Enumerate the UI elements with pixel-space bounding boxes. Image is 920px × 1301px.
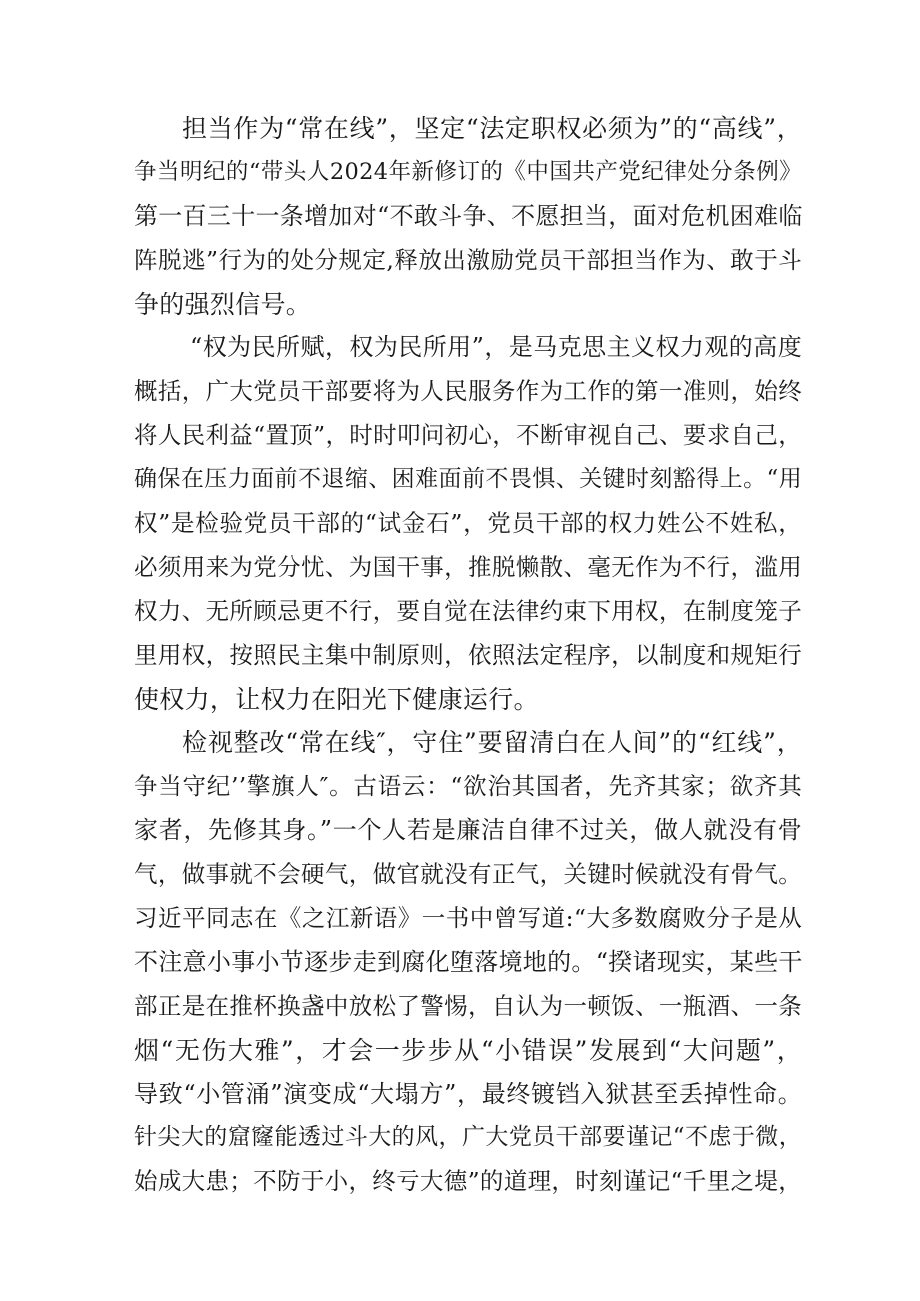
text-line: 里用权，按照民主集中制原则，依照法定程序，以制度和规矩行: [134, 640, 802, 669]
text-line: 针尖大的窟窿能透过斗大的风，广大党员干部要谨记“不虑于微，: [134, 1124, 802, 1151]
text-line: 确保在压力面前不退缩、困难面前不畏惧、关键时刻豁得上。“用: [134, 466, 802, 493]
text-line: 不注意小事小节逐步走到腐化堕落境地的。“揆诸现实，某些干: [134, 947, 803, 976]
text-line: 权”是检验党员干部的“试金石”，党员干部的权力姓公不姓私，: [134, 509, 802, 538]
paragraph-power: [134, 326, 802, 721]
text-line: 检视整改“常在线″，守住”要留清白在人间”的“红线”，: [182, 728, 802, 758]
text-line: 争当明纪的“带头人2024年新修订的《中国共产党纪律处分条例》: [134, 158, 802, 185]
text-line: 始成大患；不防于小，终亏大德”的道理，时刻谨记“千里之堤，: [134, 1167, 802, 1196]
text-line: 担当作为“常在线”，坚定“法定职权必须为”的“高线”，: [182, 114, 802, 143]
body-text: [134, 107, 802, 1204]
text-line: 争的强烈信号。: [134, 289, 312, 319]
text-line: 第一百三十一条增加对“不敢斗争、不愿担当，面对危机困难临: [134, 201, 803, 230]
text-line: 将人民利益“置顶”，时时叩问初心，不断审视自己、要求自己，: [134, 421, 802, 450]
text-line: 争当守纪’’擎旗人″。古语云：“欲治其国者，先齐其家；欲齐其: [134, 772, 802, 801]
text-line: 必须用来为党分忧、为国干事，推脱懒散、毫无作为不行，滥用: [134, 552, 802, 581]
text-line: 使权力，让权力在阳光下健康运行。: [134, 684, 539, 714]
text-line: 习近平同志在《之江新语》一书中曾写道:“大多数腐败分子是从: [134, 904, 802, 933]
text-line: 权力、无所顾忌更不行，要自觉在法律约束下用权，在制度笼子: [134, 596, 802, 625]
paragraph-rectification: [134, 721, 802, 1204]
text-line: 部正是在推杯换盏中放松了警惕，自认为一顿饭、一瓶酒、一条: [134, 991, 802, 1020]
text-line: “权为民所赋，权为民所用”，是马克思主义权力观的高度: [190, 333, 802, 362]
text-line: 概括，广大党员干部要将为人民服务作为工作的第一准则，始终: [134, 377, 802, 406]
text-line: 气，做事就不会硬气，做官就没有正气，关键时候就没有骨气。: [134, 860, 802, 889]
text-line: 阵脱逃”行为的处分规定,释放出激励党员干部担当作为、敢于斗: [134, 245, 802, 274]
paragraph-responsibility: [134, 107, 802, 326]
text-line: 烟“无伤大雅”，才会一步步从“小错误”发展到“大问题”，: [134, 1035, 802, 1065]
text-line: 导致“小管涌”演变成“大塌方”，最终镀铛入狱甚至丢掉性命。: [134, 1079, 802, 1108]
text-line: 家者，先修其身。”一个人若是廉洁自律不过关，做人就没有骨: [134, 816, 802, 845]
